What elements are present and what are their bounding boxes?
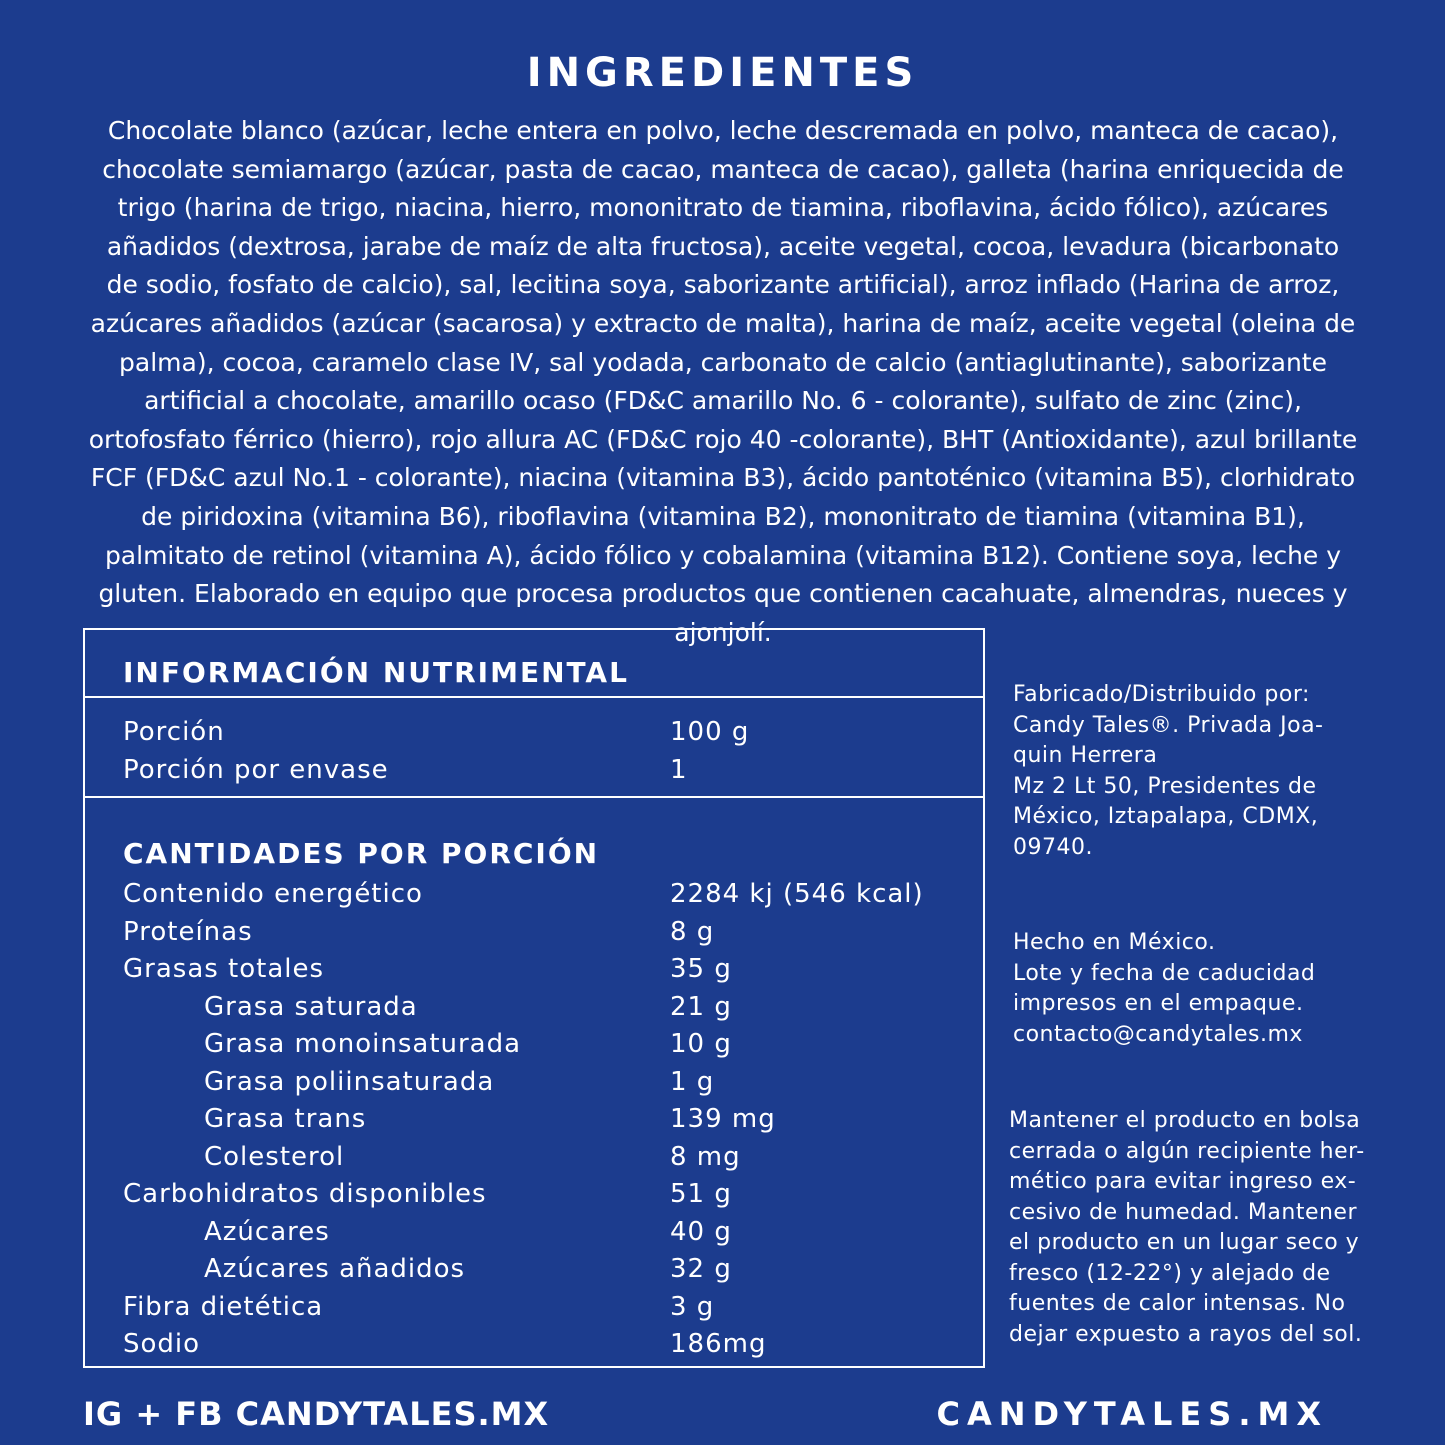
portion-row — [123, 714, 963, 752]
nutrient-value: 10 g — [670, 1029, 732, 1059]
website-link[interactable]: CANDYTALES.MX — [936, 1395, 1328, 1433]
nutrient-row — [123, 1326, 963, 1364]
nutrition-title: INFORMACIÓN NUTRIMENTAL — [123, 656, 629, 689]
nutrient-label: Contenido energético — [123, 879, 423, 909]
nutrient-label: Carbohidratos disponibles — [123, 1179, 487, 1209]
portion-label: Porción — [123, 717, 225, 747]
nutrient-value: 2284 kj (546 kcal) — [670, 879, 924, 909]
nutrient-row — [123, 1251, 963, 1289]
origin-info — [1013, 928, 1315, 1050]
storage-line: cerrada o algún recipiente her- — [1009, 1138, 1365, 1164]
ingredients-text: Chocolate blanco (azúcar, leche entera en polvo, leche descremada en polvo, manteca de cacao), chocolate semiamargo (azúcar, pasta de cacao, manteca de cacao), galleta (harina enriquecida de trigo (harina de trigo, niacina, hierro, mononitrato de tiamina, riboflavina, ácido fólico), azúcares añadidos (dextrosa, jarabe de maíz de alta fructosa), aceite vegetal, cocoa, levadura (bicarbonato de sodio, fosfato de calcio), sal, lecitina soya, saborizante artificial), arroz inflado (Harina de arroz, azúcares añadidos (azúcar (sacarosa) y extracto de malta), harina de maíz, aceite vegetal (oleina de palma), cocoa, caramelo clase IV, sal yodada, carbonato de calcio (antiaglutinante), saborizante artificial a chocolate, amarillo ocaso (FD&C amarillo No. 6 - colorante), sulfato de zinc (zinc), ortofosfato férrico (hierro), rojo allura AC (FD&C rojo 40 -colorante), BHT (Antioxidante), azul brillante FCF (FD&C azul No.1 - colorante), niacina (vitamina B3), ácido pantoténico (vitamina B5), clorhidrato de piridoxina (vitamina B6), riboflavina (vitamina B2), mononitrato de tiamina (vitamina B1), palmitato de retinol (vitamina A), ácido fólico y cobalamina (vitamina B12). Contiene soya, leche y gluten. Elaborado en equipo que procesa productos que contienen cacahuate, almendras, nueces y ajonjolí. — [88, 116, 1358, 647]
origin-line: impresos en el empaque. — [1013, 991, 1304, 1016]
storage-line: mético para evitar ingreso ex- — [1009, 1169, 1357, 1194]
contact-email[interactable]: contacto@candytales.mx — [1013, 1021, 1303, 1047]
nutrient-row — [123, 989, 963, 1027]
manufacturer-info — [1013, 680, 1323, 863]
nutrient-row — [123, 876, 963, 914]
nutrient-value: 51 g — [670, 1179, 732, 1209]
storage-line: el producto en un lugar seco y — [1009, 1230, 1360, 1255]
nutrient-value: 139 mg — [670, 1104, 776, 1134]
nutrient-label: Fibra dietética — [123, 1291, 324, 1322]
nutrient-label: Grasa saturada — [204, 991, 418, 1022]
ingredients-title: INGREDIENTES — [526, 50, 919, 96]
nutrient-value: 3 g — [670, 1291, 715, 1322]
storage-line: cesivo de humedad. Mantener — [1009, 1199, 1358, 1225]
nutrient-row — [123, 1214, 963, 1252]
nutrient-value: 40 g — [670, 1216, 732, 1247]
portion-row — [123, 752, 963, 790]
nutrition-table — [83, 628, 985, 1368]
nutrient-value: 35 g — [670, 954, 732, 984]
nutrient-value: 21 g — [670, 991, 732, 1022]
nutrient-label: Proteínas — [123, 916, 253, 947]
nutrient-value: 1 g — [670, 1066, 715, 1097]
nutrient-label: Grasa monoinsaturada — [204, 1029, 522, 1059]
nutrient-label: Sodio — [123, 1329, 201, 1359]
nutrient-row — [123, 1026, 963, 1064]
manufacturer-line: 09740. — [1013, 834, 1093, 860]
nutrient-row — [123, 1101, 963, 1139]
storage-line: fuentes de calor intensas. No — [1009, 1291, 1346, 1316]
storage-line: fresco (12-22°) y alejado de — [1009, 1260, 1331, 1286]
manufacturer-line: México, Iztapalapa, CDMX, — [1013, 804, 1319, 829]
nutrient-row — [123, 1064, 963, 1102]
nutrition-header — [85, 630, 983, 698]
manufacturer-line: Candy Tales®. Privada Joa- — [1013, 712, 1324, 738]
nutrient-row — [123, 951, 963, 989]
nutrient-label: Grasas totales — [123, 954, 325, 984]
nutrient-value: 186mg — [670, 1329, 767, 1359]
storage-line: Mantener el producto en bolsa — [1009, 1108, 1361, 1133]
portion-section — [85, 698, 983, 798]
nutrient-row — [123, 1139, 963, 1177]
nutrient-value: 32 g — [670, 1254, 732, 1284]
portion-value: 100 g — [670, 717, 750, 747]
storage-instructions — [1009, 1106, 1365, 1350]
nutrient-label: Grasa trans — [204, 1104, 367, 1134]
manufacturer-line: quin Herrera — [1013, 743, 1158, 768]
portion-label: Porción por envase — [123, 754, 389, 785]
nutrient-label: Azúcares — [204, 1216, 330, 1247]
nutrient-row — [123, 1289, 963, 1327]
origin-line: Lote y fecha de caducidad — [1013, 960, 1316, 986]
nutrient-label: Grasa poliinsaturada — [204, 1066, 495, 1097]
social-handle: IG + FB CANDYTALES.MX — [83, 1395, 550, 1433]
nutrient-label: Azúcares añadidos — [204, 1254, 466, 1284]
nutrient-label: Colesterol — [204, 1141, 345, 1172]
origin-line: Hecho en México. — [1013, 930, 1216, 955]
storage-line: dejar expuesto a rayos del sol. — [1009, 1321, 1363, 1347]
nutrient-value: 8 g — [670, 916, 715, 947]
nutrient-row — [123, 914, 963, 952]
portion-value: 1 — [670, 754, 688, 785]
amounts-title: CANTIDADES POR PORCIÓN — [123, 837, 600, 870]
nutrient-value: 8 mg — [670, 1141, 741, 1172]
manufacturer-line: Fabricado/Distribuido por: — [1013, 682, 1310, 707]
manufacturer-line: Mz 2 Lt 50, Presidentes de — [1013, 773, 1317, 799]
nutrient-row — [123, 1176, 963, 1214]
